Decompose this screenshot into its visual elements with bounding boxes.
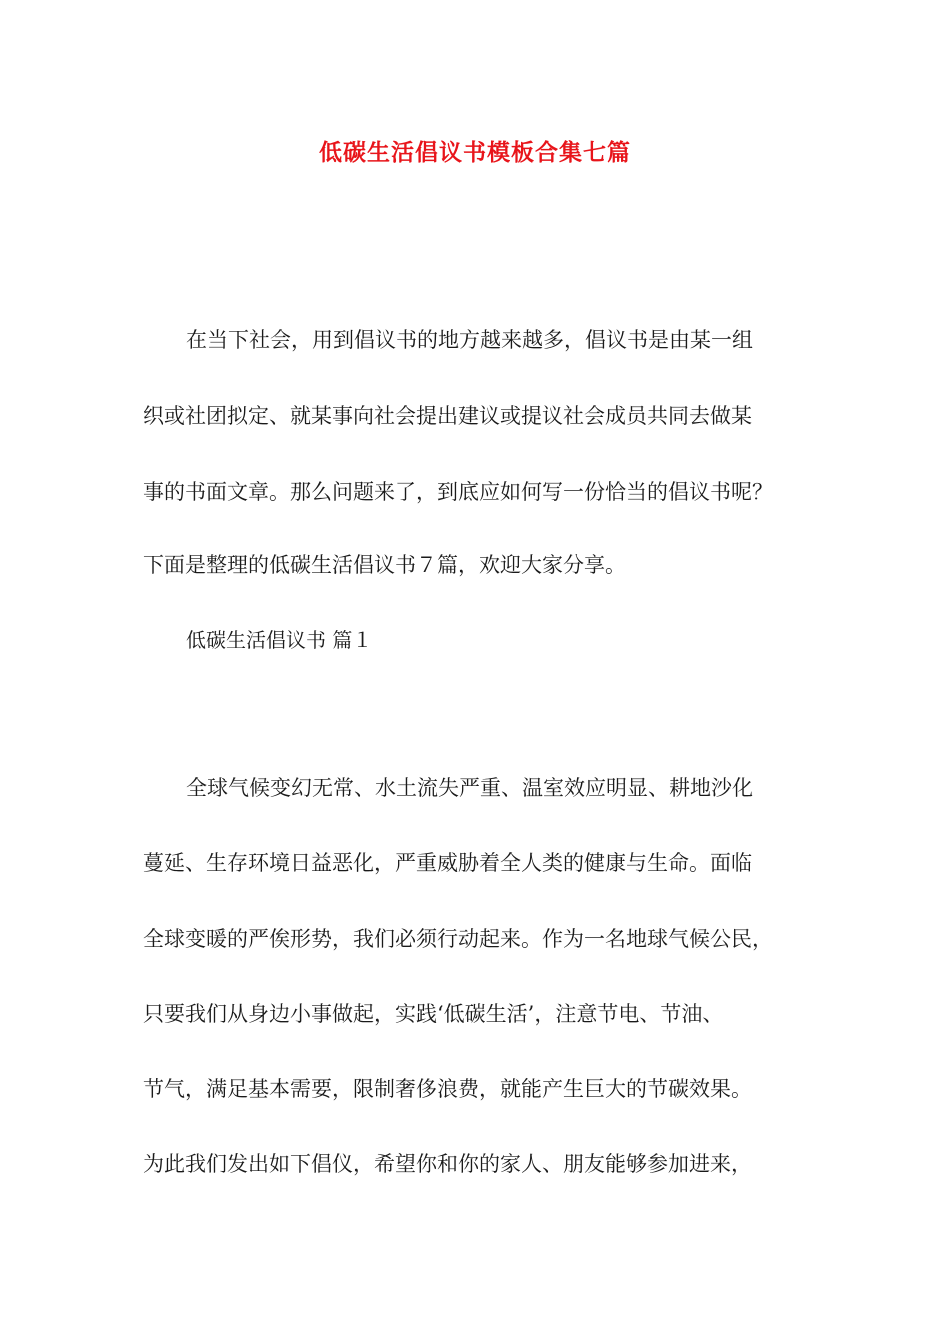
section-heading: 低碳生活倡议书 篇１ xyxy=(186,628,373,652)
document-title: 低碳生活倡议书模板合集七篇 xyxy=(319,140,631,166)
body-line-4: 只要我们从身边小事做起，实践‘低碳生活’，注意节电、节油、 xyxy=(143,1002,724,1026)
body-line-6: 为此我们发出如下倡仪，希望你和你的家人、朋友能够参加进来， xyxy=(143,1152,752,1176)
intro-line-3: 事的书面文章。那么问题来了，到底应如何写一份恰当的倡议书呢？ xyxy=(143,480,773,504)
intro-line-1: 在当下社会，用到倡议书的地方越来越多，倡议书是由某一组 xyxy=(186,328,753,352)
intro-line-4: 下面是整理的低碳生活倡议书７篇，欢迎大家分享。 xyxy=(143,553,626,577)
body-line-5: 节气，满足基本需要，限制奢侈浪费，就能产生巨大的节碳效果。 xyxy=(143,1077,752,1101)
body-line-3: 全球变暖的严俟形势，我们必须行动起来。作为一名地球气候公民， xyxy=(143,927,773,951)
body-line-1: 全球气候变幻无常、水土流失严重、温室效应明显、耕地沙化 xyxy=(186,776,753,800)
intro-line-2: 织或社团拟定、就某事向社会提出建议或提议社会成员共同去做某 xyxy=(143,404,752,428)
body-line-2: 蔓延、生存环境日益恶化，严重威胁着全人类的健康与生命。面临 xyxy=(143,851,752,875)
